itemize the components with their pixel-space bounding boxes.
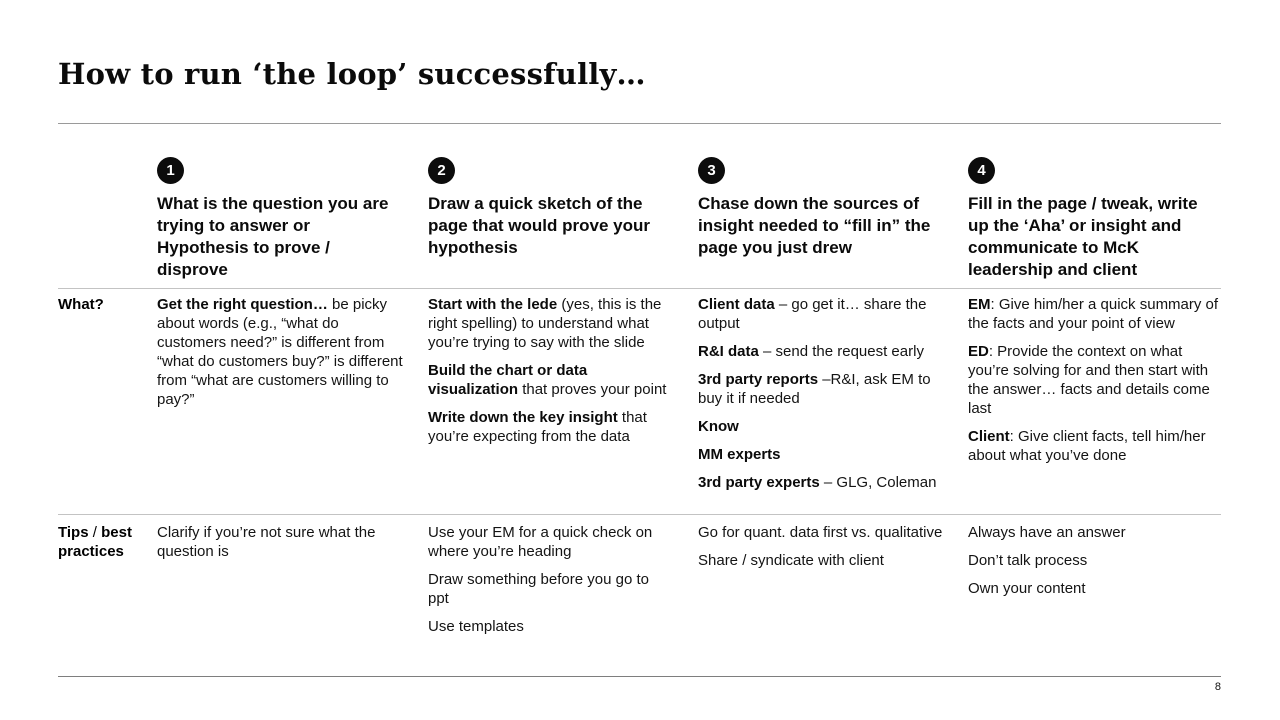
text: Draw something before you go to ppt <box>428 571 649 607</box>
bold-text: MM experts <box>698 446 781 463</box>
table-row-tips <box>58 514 1221 666</box>
paragraph <box>698 445 943 464</box>
text: be picky about words (e.g., “what do customers need?” is different from “what do customers buy?” is different from “what are customers willing to pay?” <box>157 296 403 408</box>
text: Go for quant. data first vs. qualitative <box>698 524 943 541</box>
paragraph <box>157 523 403 561</box>
step-tips-cell <box>698 523 968 579</box>
bold-text: EM <box>968 296 991 313</box>
bold-text: Know <box>698 418 739 435</box>
paragraph <box>698 551 943 570</box>
step-what-cell <box>698 295 968 501</box>
row-label-text <box>58 523 145 561</box>
bold-text: Write down the key insight <box>428 409 618 426</box>
text: Own your content <box>968 580 1086 597</box>
text: that proves your point <box>518 381 667 398</box>
bold-text: Start with the lede <box>428 296 558 313</box>
bold-text: Client data <box>698 296 775 313</box>
text: – go get it… share the output <box>698 296 927 332</box>
paragraph <box>428 523 673 561</box>
step-header-cell <box>698 157 968 259</box>
paragraph <box>157 295 403 409</box>
text: Use your EM for a quick check on where you’re heading <box>428 524 653 560</box>
step-header-cell <box>428 157 698 259</box>
step-heading: Draw a quick sketch of the page that would prove your hypothesis <box>428 194 650 257</box>
step-what-cell <box>968 295 1221 474</box>
text: that you’re expecting from the data <box>428 409 647 445</box>
bold-text: Get the right question… <box>157 296 328 313</box>
paragraph <box>968 342 1219 418</box>
step-header-cell <box>157 157 428 281</box>
paragraph <box>428 617 673 636</box>
paragraph <box>428 570 673 608</box>
step-header-cell <box>968 157 1221 281</box>
paragraph <box>428 361 673 399</box>
page-title: How to run ‘the loop’ successfully… <box>58 57 646 91</box>
text: – send the request early <box>758 343 924 360</box>
step-number-badge: 1 <box>157 157 184 184</box>
paragraph <box>698 295 943 333</box>
bold-text: What? <box>58 296 104 313</box>
row-label <box>58 523 157 561</box>
page-number: 8 <box>1214 681 1221 693</box>
text: –R&I, ask EM to buy it if needed <box>698 371 931 407</box>
text: Use templates <box>428 618 524 635</box>
step-heading: Fill in the page / tweak, write up the ‘Aha’ or insight and communicate to McK leadership and client <box>968 194 1198 279</box>
text: : Give client facts, tell him/her about what you’ve done <box>968 428 1206 464</box>
bold-text: Tips <box>58 524 89 541</box>
footer-divider <box>58 676 1221 677</box>
bold-text: ED <box>968 343 989 360</box>
paragraph <box>698 473 943 492</box>
paragraph <box>698 417 943 436</box>
table-row-what <box>58 288 1221 514</box>
step-heading: What is the question you are trying to answer or Hypothesis to prove / disprove <box>157 194 389 279</box>
paragraph <box>968 427 1219 465</box>
paragraph <box>698 342 943 361</box>
step-what-cell <box>428 295 698 455</box>
process-table <box>58 156 1221 666</box>
text: – GLG, Coleman <box>819 474 937 491</box>
bold-text: best practices <box>58 524 132 560</box>
text: : Give him/her a quick summary of the facts and your point of view <box>968 296 1219 332</box>
text: / <box>88 524 102 541</box>
step-heading: Chase down the sources of insight needed to “fill in” the page you just drew <box>698 194 931 257</box>
paragraph <box>968 523 1219 542</box>
step-what-cell <box>157 295 428 418</box>
text: Share / syndicate with client <box>698 552 884 569</box>
paragraph <box>968 579 1219 598</box>
step-number-badge: 4 <box>968 157 995 184</box>
text: Don’t talk process <box>968 552 1088 569</box>
paragraph <box>698 523 943 542</box>
row-label-text <box>58 295 145 314</box>
text: Clarify if you’re not sure what the question is <box>157 524 376 560</box>
text: : Provide the context on what you’re solving for and then start with the answer… facts and details come last <box>968 343 1210 417</box>
bold-text: R&I data <box>698 343 759 360</box>
paragraph <box>968 551 1219 570</box>
text: Always have an answer <box>968 524 1126 541</box>
bold-text: 3rd party reports <box>698 371 819 388</box>
paragraph <box>968 295 1219 333</box>
step-tips-cell <box>968 523 1221 607</box>
bold-text: 3rd party experts <box>698 474 820 491</box>
title-divider <box>58 123 1221 124</box>
paragraph <box>428 408 673 446</box>
paragraph <box>428 295 673 352</box>
bold-text: Client <box>968 428 1010 445</box>
step-number-badge: 2 <box>428 157 455 184</box>
row-label <box>58 295 157 314</box>
table-row-header <box>58 156 1221 288</box>
step-number-badge: 3 <box>698 157 725 184</box>
text: (yes, this is the right spelling) to understand what you’re trying to say with the slide <box>428 296 662 351</box>
step-tips-cell <box>428 523 698 645</box>
paragraph <box>698 370 943 408</box>
step-tips-cell <box>157 523 428 570</box>
bold-text: Build the chart or data visualization <box>428 362 588 398</box>
